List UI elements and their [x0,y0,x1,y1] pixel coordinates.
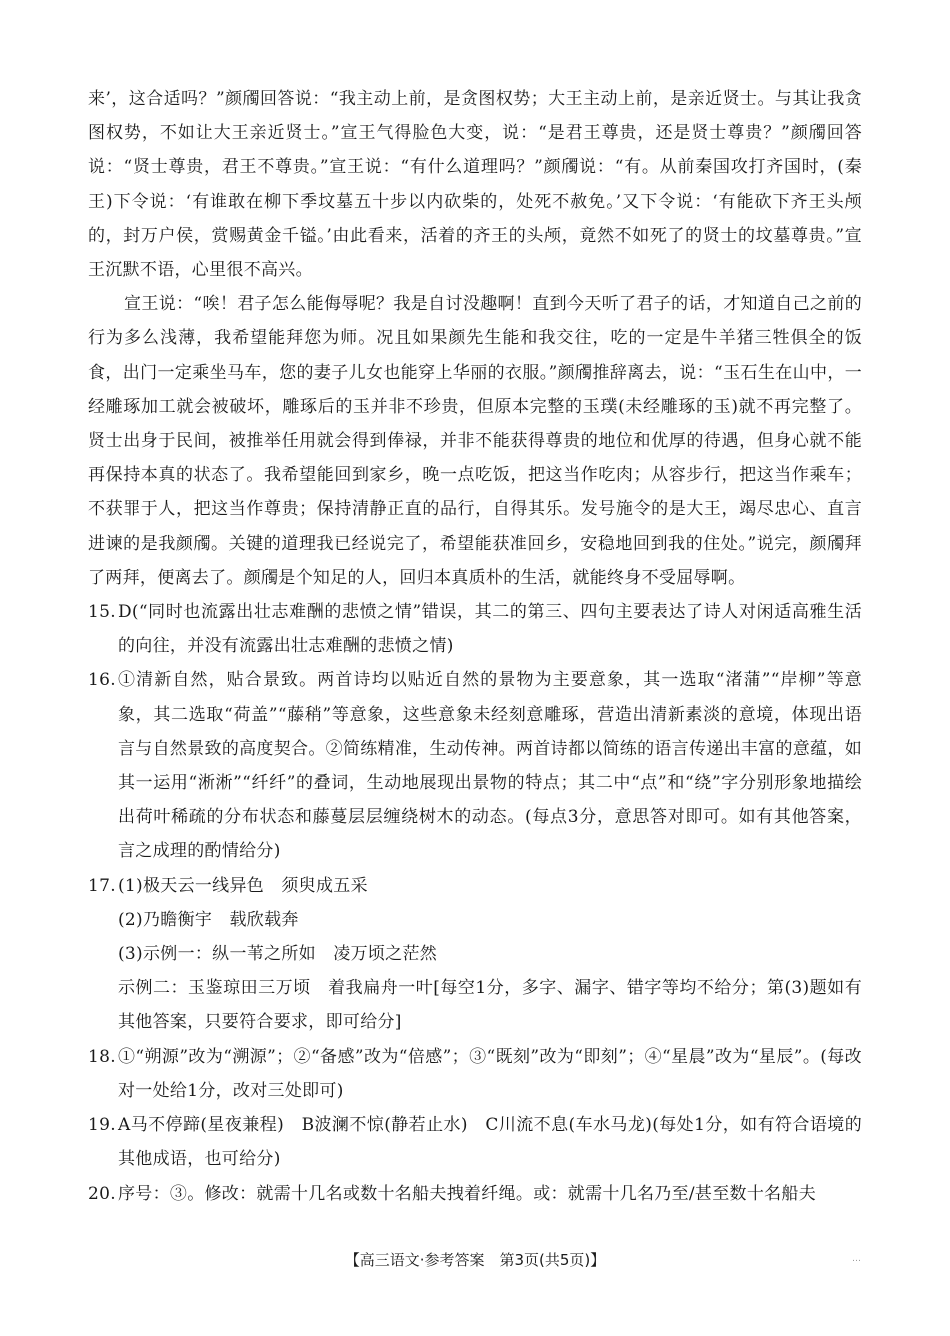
answer-18-number: 18. [88,1046,116,1067]
answer-20-text: 序号：③。修改：就需十几名或数十名船夫拽着纤绳。或：就需十几名乃至/甚至数十名船夫 [118,1183,817,1204]
answer-19-text: A马不停蹄(星夜兼程) B波澜不惊(静若止水) C川流不息(车水马龙)(每处1分，如有符合语境的其他成语，也可给分) [118,1115,862,1170]
answer-16 [88,663,862,868]
answer-15-text: D(“同时也流露出壮志难酬的悲愤之情”错误，其二的第三、四句主要表达了诗人对闲适高雅生活的向往，并没有流露出壮志难酬的悲愤之情) [118,602,862,657]
answer-19 [88,1108,862,1176]
answer-17 [88,869,862,1040]
answer-16-number: 16. [88,670,116,691]
answer-17-number: 17. [88,875,116,896]
answer-18 [88,1040,862,1108]
answer-page [88,82,862,1211]
answer-15-number: 15. [88,602,116,623]
answer-20-number: 20. [88,1183,116,1204]
answer-17-line-2: (2)乃瞻衡宇 载欣载奔 [118,909,299,930]
answer-18-text: ①“朔源”改为“溯源”；②“备感”改为“倍感”；③“既刻”改为“即刻”；④“星晨”改为“星辰”。(每改对一处给1分，改对三处即可) [118,1046,862,1101]
answer-17-line-1: (1)极天云一线异色 须臾成五采 [118,875,368,896]
answer-20 [88,1177,862,1211]
translation-paragraph-1: 来’，这合适吗？”颜斶回答说：“我主动上前，是贪图权势；大王主动上前，是亲近贤士。与其让我贪图权势，不如让大王亲近贤士。”宣王气得脸色大变，说：“是君王尊贵，还是贤士尊贵？”颜斶回答说：“贤士尊贵，君王不尊贵。”宣王说：“有什么道理吗？”颜斶说：“有。从前秦国攻打齐国时，(秦王)下令说：‘有谁敢在柳下季坟墓五十步以内砍柴的，处死不赦免。’又下令说：‘有能砍下齐王头颅的，封万户侯，赏赐黄金千镒。’由此看来，活着的齐王的头颅，竟然不如死了的贤士的坟墓尊贵。”宣王沉默不语，心里很不高兴。 [88,89,862,281]
footer-dots: … [852,1254,861,1264]
answer-17-line-4: 示例二：玉鉴琼田三万顷 着我扁舟一叶[每空1分，多字、漏字、错字等均不给分；第(3)题如有其他答案，只要符合要求，即可给分] [118,978,862,1033]
answer-15 [88,595,862,663]
translation-paragraph-2: 宣王说：“唉！君子怎么能侮辱呢？我是自讨没趣啊！直到今天听了君子的话，才知道自己之前的行为多么浅薄，我希望能拜您为师。况且如果颜先生能和我交往，吃的一定是牛羊猪三牲俱全的饭食，出门一定乘坐马车，您的妻子儿女也能穿上华丽的衣服。”颜斶推辞离去，说：“玉石生在山中，一经雕琢加工就会被破坏，雕琢后的玉并非不珍贵，但原本完整的玉璞(未经雕琢的玉)就不再完整了。贤士出身于民间，被推举任用就会得到俸禄，并非不能获得尊贵的地位和优厚的待遇，但身心就不能再保持本真的状态了。我希望能回到家乡，晚一点吃饭，把这当作吃肉；从容步行，把这当作乘车；不获罪于人，把这当作尊贵；保持清静正直的品行，自得其乐。发号施令的是大王，竭尽忠心、直言进谏的是我颜斶。关键的道理我已经说完了，希望能获准回乡，安稳地回到我的住处。”说完，颜斶拜了两拜，便离去了。颜斶是个知足的人，回归本真质朴的生活，就能终身不受屈辱啊。 [88,294,862,588]
answer-17-line-3: (3)示例一：纵一苇之所如 凌万顷之茫然 [118,944,438,965]
answer-16-text: ①清新自然，贴合景致。两首诗均以贴近自然的景物为主要意象，其一选取“渚蒲”“岸柳”等意象，其二选取“荷盖”“藤稍”等意象，这些意象未经刻意雕琢，营造出清新素淡的意境，体现出语言与自然景致的高度契合。②简练精准，生动传神。两首诗都以简练的语言传递出丰富的意蕴，如其一运用“淅淅”“纤纤”的叠词，生动地展现出景物的特点；其二中“点”和“绕”字分别形象地描绘出荷叶稀疏的分布状态和藤蔓层层缠绕树木的动态。(每点3分，意思答对即可。如有其他答案，言之成理的酌情给分) [118,670,862,862]
answer-19-number: 19. [88,1115,116,1136]
page-footer: 【高三语文·参考答案 第3页(共5页)】 [344,1251,606,1269]
